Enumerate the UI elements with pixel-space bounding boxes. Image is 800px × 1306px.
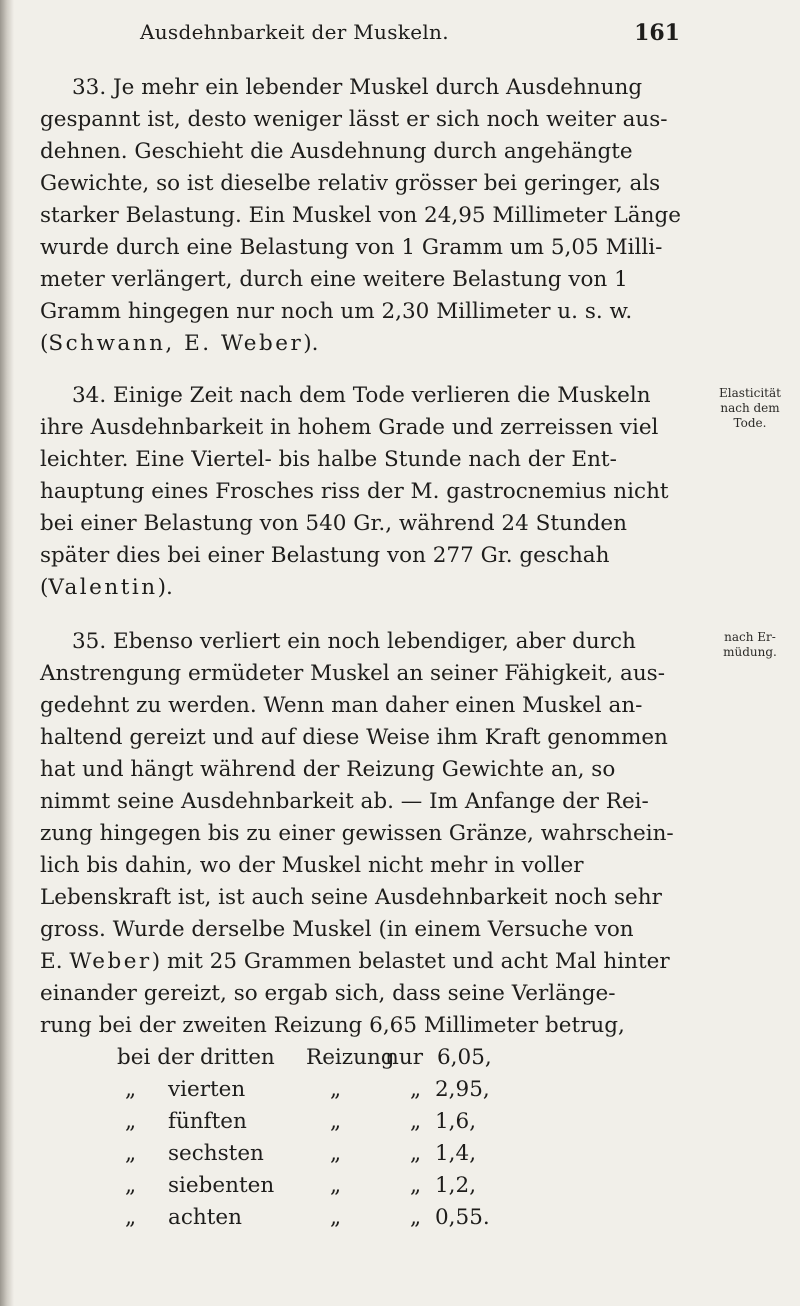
page-header xyxy=(140,20,680,50)
text-line: hauptung eines Frosches riss der M. gastrocnemius nicht xyxy=(40,479,669,504)
text-line: zung hingegen bis zu einer gewissen Gränze, wahrschein- xyxy=(40,821,674,846)
citation-line xyxy=(40,572,680,604)
text-line: rung bei der zweiten Reizung 6,65 Millimeter betrug, xyxy=(40,1013,625,1038)
text-line: später dies bei einer Belastung von 277 Gr. geschah xyxy=(40,543,610,568)
ditto-mark: „ xyxy=(410,1141,422,1166)
page-number: 161 xyxy=(634,20,680,46)
row-value: 0,55. xyxy=(435,1205,490,1230)
margin-note-fatigue xyxy=(705,630,795,660)
measurement-row xyxy=(0,1106,800,1138)
text-line: 35. Ebenso verliert ein noch lebendiger, aber durch xyxy=(72,629,636,654)
running-title: Ausdehnbarkeit der Muskeln. xyxy=(140,20,449,44)
text-line: wurde durch eine Belastung von 1 Gramm um 5,05 Milli- xyxy=(40,235,663,260)
ditto-mark: „ xyxy=(125,1205,137,1230)
margin-note-line: Tode. xyxy=(733,416,767,430)
text-line: 34. Einige Zeit nach dem Tode verlieren die Muskeln xyxy=(72,383,651,408)
text-line: gedehnt zu werden. Wenn man daher einen Muskel an- xyxy=(40,693,643,718)
text-line: Lebenskraft ist, ist auch seine Ausdehnbarkeit noch sehr xyxy=(40,885,662,910)
text-line: Gewichte, so ist dieselbe relativ grösser bei geringer, als xyxy=(40,171,661,196)
row-nur: nur xyxy=(385,1045,423,1070)
text-line: gespannt ist, desto weniger lässt er sich noch weiter aus- xyxy=(40,107,668,132)
weber-rest: ) mit 25 Grammen belastet und acht Mal hinter xyxy=(151,949,670,974)
text-line: einander gereizt, so ergab sich, dass seine Verlänge- xyxy=(40,981,616,1006)
text-line: Gramm hingegen nur noch um 2,30 Millimeter u. s. w. xyxy=(40,299,633,324)
row-word: Reizung xyxy=(306,1045,395,1070)
measurement-row xyxy=(0,1042,800,1074)
citation-author: Schwann, E. Weber xyxy=(48,331,304,356)
text-line xyxy=(40,946,680,978)
row-label: sechsten xyxy=(168,1141,264,1166)
citation-paren: ( xyxy=(40,575,49,600)
text-line: hat und hängt während der Reizung Gewichte an, so xyxy=(40,757,616,782)
measurement-row xyxy=(0,1170,800,1202)
ditto-mark: „ xyxy=(410,1109,422,1134)
text-line: ihre Ausdehnbarkeit in hohem Grade und zerreissen viel xyxy=(40,415,659,440)
row-value: 2,95, xyxy=(435,1077,490,1102)
citation-close: ). xyxy=(303,331,319,356)
ditto-mark: „ xyxy=(125,1077,137,1102)
text-line: starker Belastung. Ein Muskel von 24,95 Millimeter Länge xyxy=(40,203,681,228)
ditto-mark: „ xyxy=(330,1141,342,1166)
citation-close: ). xyxy=(157,575,173,600)
ditto-mark: „ xyxy=(410,1205,422,1230)
ditto-mark: „ xyxy=(330,1109,342,1134)
ditto-mark: „ xyxy=(125,1109,137,1134)
citation-paren: ( xyxy=(40,331,49,356)
text-line: bei einer Belastung von 540 Gr., während 24 Stunden xyxy=(40,511,627,536)
measurement-row xyxy=(0,1138,800,1170)
row-label: siebenten xyxy=(168,1173,275,1198)
row-label: dritten xyxy=(200,1045,275,1070)
margin-note-line: nach Er- xyxy=(724,630,776,644)
ditto-mark: „ xyxy=(410,1077,422,1102)
ditto-mark: „ xyxy=(410,1173,422,1198)
row-label: vierten xyxy=(168,1077,246,1102)
row-prefix: bei der xyxy=(117,1045,194,1070)
row-value: 1,2, xyxy=(435,1173,477,1198)
row-value: 1,6, xyxy=(435,1109,477,1134)
ditto-mark: „ xyxy=(125,1173,137,1198)
ditto-mark: „ xyxy=(330,1077,342,1102)
measurement-row xyxy=(0,1202,800,1234)
measurement-row xyxy=(0,1074,800,1106)
text-line: Anstrengung ermüdeter Muskel an seiner Fähigkeit, aus- xyxy=(40,661,665,686)
citation-author: Valentin xyxy=(48,575,158,600)
citation-author: Weber xyxy=(69,949,152,974)
text-line: haltend gereizt und auf diese Weise ihm Kraft genommen xyxy=(40,725,668,750)
text-line: nimmt seine Ausdehnbarkeit ab. — Im Anfange der Rei- xyxy=(40,789,649,814)
margin-note-line: Elasticität xyxy=(719,386,781,400)
text-line: dehnen. Geschieht die Ausdehnung durch angehängte xyxy=(40,139,633,164)
margin-note-line: müdung. xyxy=(723,645,777,659)
citation-line xyxy=(40,328,680,360)
ditto-mark: „ xyxy=(330,1173,342,1198)
weber-prefix: E. xyxy=(40,949,70,974)
row-value: 1,4, xyxy=(435,1141,477,1166)
text-line: meter verlängert, durch eine weitere Belastung von 1 xyxy=(40,267,628,292)
margin-note-elasticity xyxy=(705,386,795,431)
row-label: achten xyxy=(168,1205,242,1230)
margin-note-line: nach dem xyxy=(720,401,780,415)
text-line: lich bis dahin, wo der Muskel nicht mehr in voller xyxy=(40,853,584,878)
text-line: 33. Je mehr ein lebender Muskel durch Ausdehnung xyxy=(72,75,643,100)
text-line: gross. Wurde derselbe Muskel (in einem Versuche von xyxy=(40,917,634,942)
row-value: 6,05, xyxy=(437,1045,492,1070)
ditto-mark: „ xyxy=(125,1141,137,1166)
ditto-mark: „ xyxy=(330,1205,342,1230)
text-line: leichter. Eine Viertel- bis halbe Stunde nach der Ent- xyxy=(40,447,617,472)
row-label: fünften xyxy=(168,1109,247,1134)
